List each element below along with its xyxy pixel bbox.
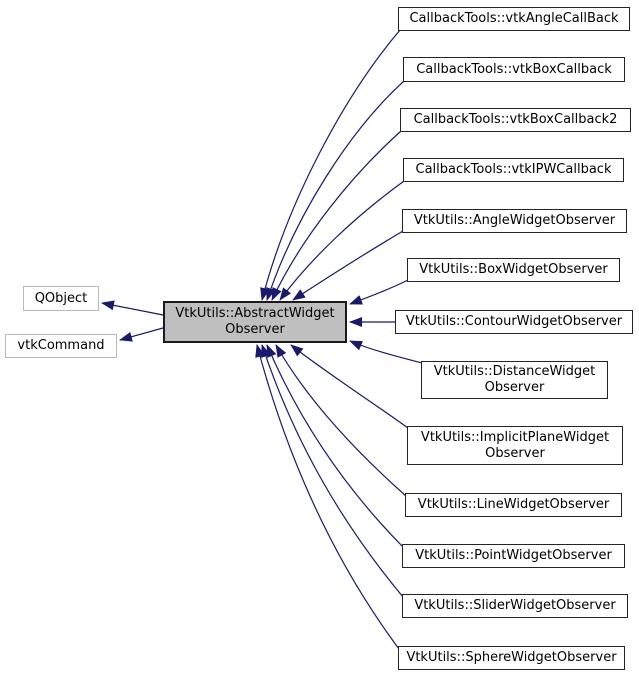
class-node-callbacktools-vtkipwcallback[interactable]	[403, 158, 624, 182]
class-label: vtkCommand	[17, 338, 105, 353]
class-node-vtkutils-contourwidgetobserver[interactable]	[395, 310, 633, 334]
inheritance-edge-callbacktools-vtkboxcallback2	[272, 131, 401, 300]
inheritance-edge-vtkutils-implicitplanewidgetobserver	[291, 345, 408, 428]
class-node-callbacktools-vtkboxcallback2[interactable]	[400, 108, 631, 132]
class-label: QObject	[34, 290, 88, 306]
class-node-vtkutils-abstractwidgetobserver[interactable]	[163, 301, 347, 343]
class-label: Observer	[485, 445, 545, 461]
class-node-vtkcommand	[5, 334, 117, 358]
class-label: CallbackTools::vtkIPWCallback	[415, 162, 612, 177]
class-label: VtkUtils::PointWidgetObserver	[415, 548, 612, 563]
inheritance-edge-vtkutils-sliderwidgetobserver	[262, 345, 403, 597]
inheritance-edge-vtkutils-pointwidgetobserver	[267, 345, 403, 547]
class-label: Observer	[484, 380, 545, 395]
class-node-vtkutils-implicitplanewidgetobserver[interactable]	[407, 426, 623, 465]
class-node-vtkutils-anglewidgetobserver[interactable]	[402, 209, 627, 233]
class-label: VtkUtils::AngleWidgetObserver	[413, 213, 616, 228]
inheritance-edge-qobject	[102, 303, 163, 315]
class-label: VtkUtils::BoxWidgetObserver	[419, 262, 608, 277]
class-node-vtkutils-linewidgetobserver[interactable]	[405, 493, 622, 517]
class-label: VtkUtils::ImplicitPlaneWidget	[420, 429, 610, 445]
class-label: CallbackTools::vtkBoxCallback	[416, 61, 612, 77]
inheritance-edge-vtkcommand	[120, 328, 163, 340]
inheritance-edge-vtkutils-linewidgetobserver	[276, 345, 406, 496]
inheritance-edge-callbacktools-vtkboxcallback	[267, 81, 404, 300]
class-label: VtkUtils::DistanceWidget	[433, 364, 596, 379]
class-label: VtkUtils::ContourWidgetObserver	[405, 314, 623, 329]
class-node-callbacktools-vtkboxcallback[interactable]	[403, 57, 625, 82]
class-node-vtkutils-sliderwidgetobserver[interactable]	[402, 594, 628, 618]
class-node-vtkutils-pointwidgetobserver[interactable]	[402, 544, 625, 568]
class-node-vtkutils-spherewidgetobserver[interactable]	[398, 646, 625, 670]
inheritance-edge-vtkutils-distancewidgetobserver	[350, 341, 422, 363]
class-label: Observer	[225, 322, 285, 337]
class-label: VtkUtils::LineWidgetObserver	[417, 497, 610, 512]
class-label: CallbackTools::vtkAngleCallBack	[409, 11, 619, 26]
class-node-vtkutils-distancewidgetobserver[interactable]	[421, 361, 608, 399]
inheritance-edge-vtkutils-boxwidgetobserver	[350, 280, 408, 304]
class-label: VtkUtils::SphereWidgetObserver	[406, 650, 617, 665]
class-node-vtkutils-boxwidgetobserver[interactable]	[407, 258, 620, 282]
inheritance-edge-callbacktools-vtkipwcallback	[280, 181, 404, 300]
class-node-qobject	[23, 286, 99, 311]
class-label: VtkUtils::AbstractWidget	[175, 306, 335, 321]
class-label: VtkUtils::SliderWidgetObserver	[414, 598, 616, 613]
class-label: CallbackTools::vtkBoxCallback2	[413, 112, 618, 127]
class-node-callbacktools-vtkanglecallback[interactable]	[398, 7, 630, 31]
